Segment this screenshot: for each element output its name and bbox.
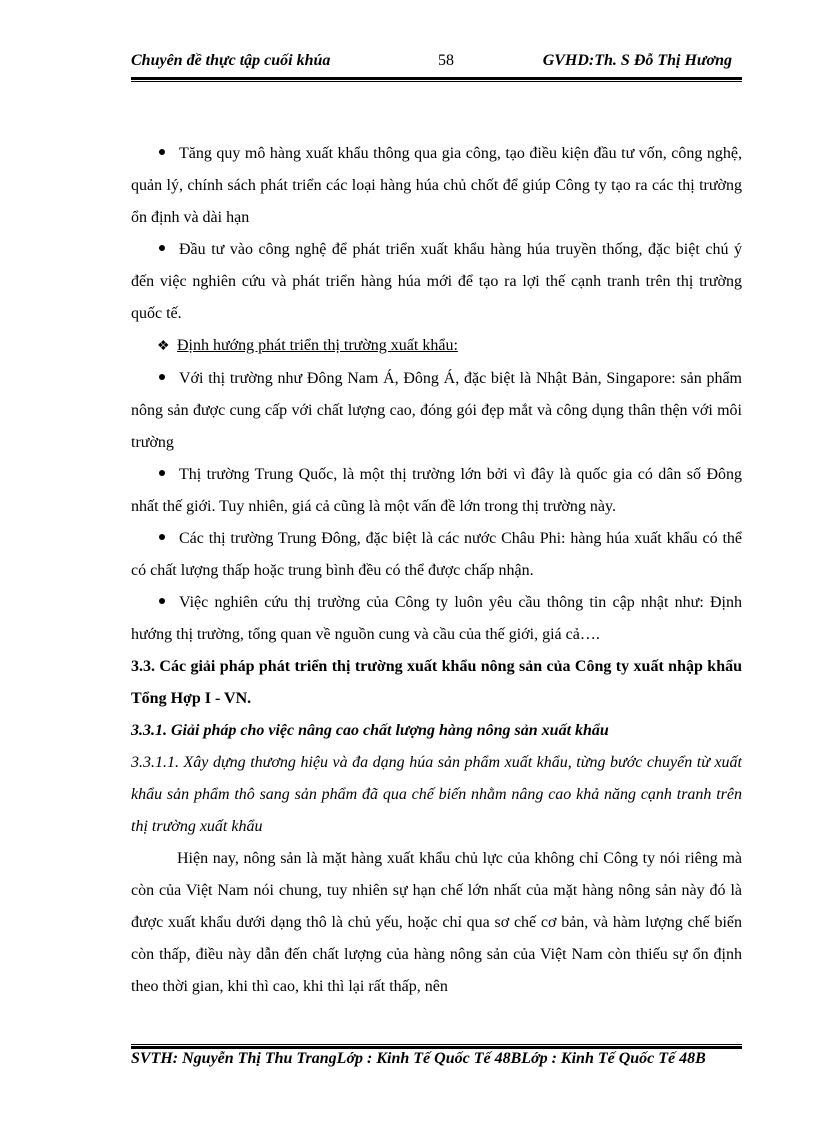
bullet-text: Thị trường Trung Quốc, là một thị trường lớn bởi vì đây là quốc gia có dân số Đông nhất thế giới. Tuy nhiên, giá cả cũng là một vấn đề lớn trong thị trường này. xyxy=(131,466,742,515)
bullet-item xyxy=(131,363,742,459)
bullet-dot-icon xyxy=(159,149,165,155)
bullet-item xyxy=(131,523,742,587)
footer-rule-thick xyxy=(131,1046,742,1049)
header-supervisor: GVHD:Th. S Đỗ Thị Hương xyxy=(542,52,732,69)
bullet-dot-icon xyxy=(159,534,165,540)
section-heading-3-3-1-1: 3.3.1.1. Xây dựng thương hiệu và đa dạng húa sản phẩm xuất khẩu, từng bước chuyển từ xuất khẩu sản phẩm thô sang sản phẩm đã qua chế biến nhằm nâng cao khả năng cạnh tranh trên thị trường xuất khẩu xyxy=(131,754,742,835)
bullet-item xyxy=(131,587,742,651)
page-footer: SVTH: Nguyễn Thị Thu TrangLớp : Kinh Tế Quốc Tế 48BLớp : Kinh Tế Quốc Tế 48B xyxy=(131,1050,706,1067)
bullet-text: Đầu tư vào công nghệ để phát triển xuất khẩu hàng húa truyền thống, đặc biệt chú ý đến việc nghiên cứu và phát triển hàng húa mới để tạo ra lợi thế cạnh tranh trên thị trường quốc tế. xyxy=(131,241,742,322)
bullet-dot-icon xyxy=(159,470,165,476)
bullet-item xyxy=(131,459,742,523)
header-rule-thin xyxy=(131,81,742,82)
section-heading-3-3: 3.3. Các giải pháp phát triển thị trường xuất khẩu nông sản của Công ty xuất nhập khẩu Tổng Hợp I - VN. xyxy=(131,658,742,707)
page-body xyxy=(131,138,742,1003)
bullet-item xyxy=(131,138,742,234)
body-paragraph: Hiện nay, nông sản là mặt hàng xuất khẩu chủ lực của không chỉ Công ty nói riêng mà còn của Việt Nam nói chung, tuy nhiên sự hạn chế lớn nhất của mặt hàng nông sản này đó là được xuất khẩu dưới dạng thô là chủ yếu, hoặc chỉ qua sơ chế cơ bản, và hàm lượng chế biến còn thấp, điều này dẫn đến chất lượng của hàng nông sản của Việt Nam còn thiếu sự ổn định theo thời gian, khi thì cao, khi thì lại rất thấp, nên xyxy=(131,850,742,995)
bullet-dot-icon xyxy=(159,245,165,251)
bullet-dot-icon xyxy=(159,374,165,380)
bullet-dot-icon xyxy=(159,598,165,604)
section-heading-3-3-1: 3.3.1. Giải pháp cho việc nâng cao chất lượng hàng nông sản xuất khẩu xyxy=(131,722,609,739)
bullet-item xyxy=(131,234,742,330)
diamond-heading-line xyxy=(131,330,742,363)
diamond-heading: Định hướng phát triển thị trường xuất khẩu: xyxy=(177,337,458,354)
header-title: Chuyên đề thực tập cuối khúa xyxy=(131,52,331,69)
header-rule-thick xyxy=(131,77,742,80)
page-number: 58 xyxy=(438,52,454,69)
diamond-bullet-icon: ❖ xyxy=(157,339,170,354)
bullet-text: Các thị trường Trung Đông, đặc biệt là các nước Châu Phi: hàng húa xuất khẩu có thể có chất lượng thấp hoặc trung bình đều có thể được chấp nhận. xyxy=(131,530,742,579)
bullet-text: Tăng quy mô hàng xuất khẩu thông qua gia công, tạo điều kiện đầu tư vốn, công nghệ, quản lý, chính sách phát triển các loại hàng húa chủ chốt để giúp Công ty tạo ra các thị trường ổn định và dài hạn xyxy=(131,145,742,226)
bullet-text: Với thị trường như Đông Nam Á, Đông Á, đặc biệt là Nhật Bản, Singapore: sản phẩm nông sản được cung cấp với chất lượng cao, đóng gói đẹp mắt và công dụng thân thện với môi trường xyxy=(131,370,742,451)
page-header xyxy=(131,50,742,74)
bullet-text: Việc nghiên cứu thị trường của Công ty luôn yêu cầu thông tin cập nhật như: Định hướng thị trường, tổng quan về nguồn cung và cầu của thế giới, giá cả…. xyxy=(131,594,742,643)
footer-rule-thin xyxy=(131,1044,742,1045)
